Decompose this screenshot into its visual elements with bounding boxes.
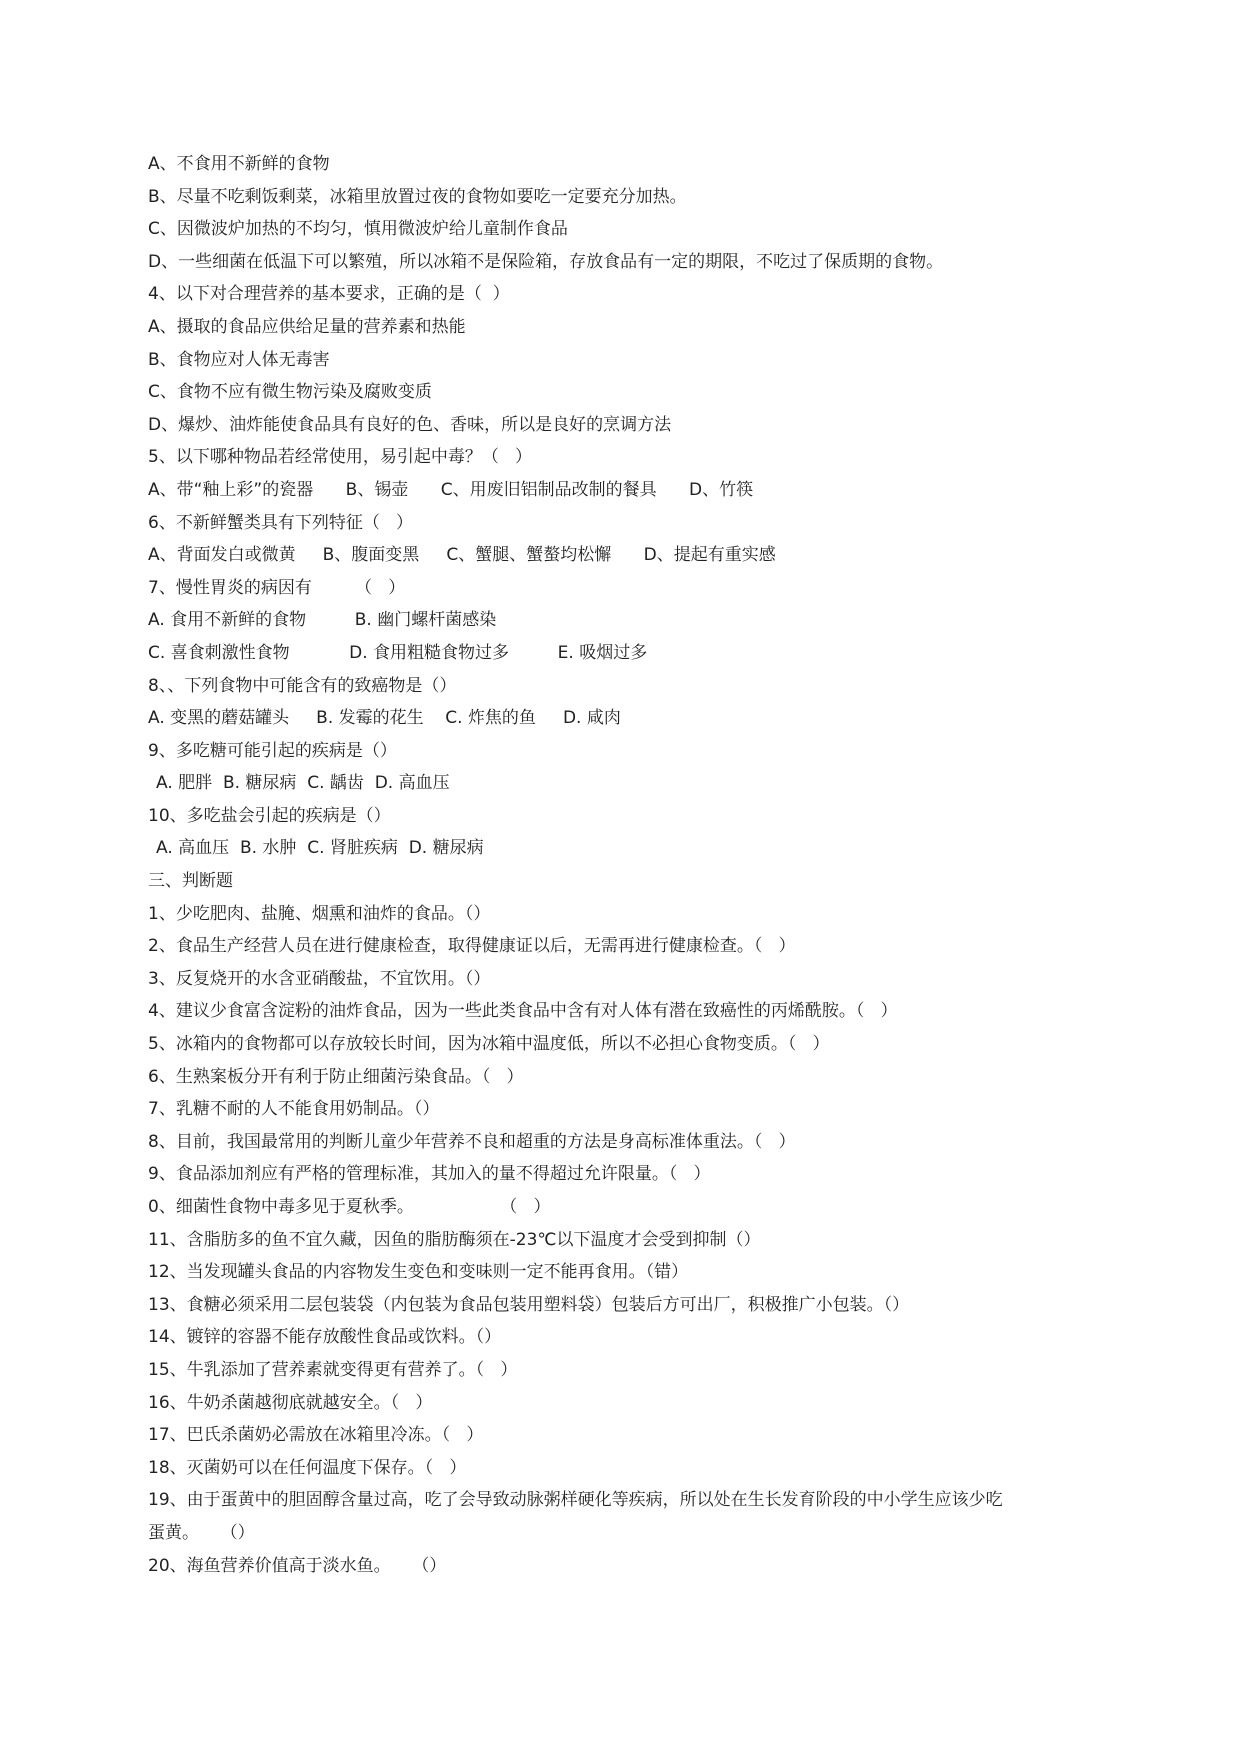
question-line: 17、巴氏杀菌奶必需放在冰箱里冷冻。（ ） xyxy=(148,1425,484,1446)
question-line: 6、不新鲜蟹类具有下列特征（ ） xyxy=(148,512,414,533)
options-line: A. 高血压 B. 水肿 C. 肾脏疾病 D. 糖尿病 xyxy=(156,838,484,859)
options-line: A. 变黑的蘑菇罐头 B. 发霉的花生 C. 炸焦的鱼 D. 咸肉 xyxy=(148,708,621,729)
document-page xyxy=(148,148,1108,1582)
text-line: B、食物应对人体无毒害 xyxy=(148,349,330,370)
text-line: A、不食用不新鲜的食物 xyxy=(148,154,330,174)
question-line: 10、多吃盐会引起的疾病是（） xyxy=(148,805,391,826)
question-line: 16、牛奶杀菌越彻底就越安全。（ ） xyxy=(148,1392,433,1413)
text-line: C、因微波炉加热的不均匀，慎用微波炉给儿童制作食品 xyxy=(148,219,568,240)
question-line: 8、、下列食物中可能含有的致癌物是（） xyxy=(148,675,457,696)
question-line: 20、海鱼营养价值高于淡水鱼。 （） xyxy=(148,1555,447,1576)
options-line: A、背面发白或微黄 B、腹面变黑 C、蟹腿、蟹螯均松懈 D、提起有重实感 xyxy=(148,545,776,566)
question-line: 15、牛乳添加了营养素就变得更有营养了。（ ） xyxy=(148,1359,518,1380)
section-heading: 三、判断题 xyxy=(148,871,233,892)
question-line: 14、镀锌的容器不能存放酸性食品或饮料。（） xyxy=(148,1327,502,1348)
options-line: A. 食用不新鲜的食物 B. 幽门螺杆菌感染 xyxy=(148,610,497,631)
question-line: 19、由于蛋黄中的胆固醇含量过高，吃了会导致动脉粥样硬化等疾病，所以处在生长发育阶段的中小学生应该少吃 xyxy=(148,1490,1003,1511)
text-line: D、一些细菌在低温下可以繁殖，所以冰箱不是保险箱，存放食品有一定的期限，不吃过了保质期的食物。 xyxy=(148,251,944,272)
question-line: 2、食品生产经营人员在进行健康检查，取得健康证以后，无需再进行健康检查。（ ） xyxy=(148,936,796,957)
text-line: C、食物不应有微生物污染及腐败变质 xyxy=(148,382,432,403)
question-line: 4、建议少食富含淀粉的油炸食品，因为一些此类食品中含有对人体有潜在致癌性的丙烯酰胺。（ ） xyxy=(148,1001,898,1022)
options-line: C. 喜食刺激性食物 D. 食用粗糙食物过多 E. 吸烟过多 xyxy=(148,642,648,663)
question-line: 5、冰箱内的食物都可以存放较长时间，因为冰箱中温度低，所以不必担心食物变质。（ ） xyxy=(148,1034,830,1055)
question-line: 7、乳糖不耐的人不能食用奶制品。（） xyxy=(148,1099,440,1120)
question-line: 3、反复烧开的水含亚硝酸盐，不宜饮用。（） xyxy=(148,968,491,989)
question-line: 12、当发现罐头食品的内容物发生变色和变味则一定不能再食用。（错） xyxy=(148,1262,689,1283)
question-line: 4、以下对合理营养的基本要求，正确的是（ ） xyxy=(148,284,510,305)
question-line: 1、少吃肥肉、盐腌、烟熏和油炸的食品。（） xyxy=(148,903,491,924)
question-line: 0、细菌性食物中毒多见于夏秋季。 （ ） xyxy=(148,1197,551,1217)
text-line: D、爆炒、油炸能使食品具有良好的色、香味，所以是良好的烹调方法 xyxy=(148,414,672,435)
question-line: 11、含脂肪多的鱼不宜久藏，因鱼的脂肪酶须在-23℃以下温度才会受到抑制（） xyxy=(148,1229,761,1250)
question-line: 13、食糖必须采用二层包装袋（内包装为食品包装用塑料袋）包装后方可出厂，积极推广小包装。（） xyxy=(148,1294,910,1315)
question-line: 7、慢性胃炎的病因有 （ ） xyxy=(148,577,406,598)
question-line-continued: 蛋黄。 （） xyxy=(148,1522,255,1543)
options-line: A、带“釉上彩”的瓷器 B、锡壶 C、用废旧铝制品改制的餐具 D、竹筷 xyxy=(148,479,754,500)
options-line: A. 肥胖 B. 糖尿病 C. 龋齿 D. 高血压 xyxy=(156,773,450,794)
question-line: 9、多吃糖可能引起的疾病是（） xyxy=(148,740,397,761)
question-line: 6、生熟案板分开有利于防止细菌污染食品。（ ） xyxy=(148,1066,524,1087)
question-line: 9、食品添加剂应有严格的管理标准，其加入的量不得超过允许限量。（ ） xyxy=(148,1164,711,1185)
question-line: 5、以下哪种物品若经常使用，易引起中毒？（ ） xyxy=(148,447,533,468)
text-line: B、尽量不吃剩饭剩菜，冰箱里放置过夜的食物如要吃一定要充分加热。 xyxy=(148,186,687,207)
text-line: A、摄取的食品应供给足量的营养素和热能 xyxy=(148,316,466,337)
question-line: 18、灭菌奶可以在任何温度下保存。（ ） xyxy=(148,1457,467,1478)
question-line: 8、目前，我国最常用的判断儿童少年营养不良和超重的方法是身高标准体重法。（ ） xyxy=(148,1131,796,1152)
